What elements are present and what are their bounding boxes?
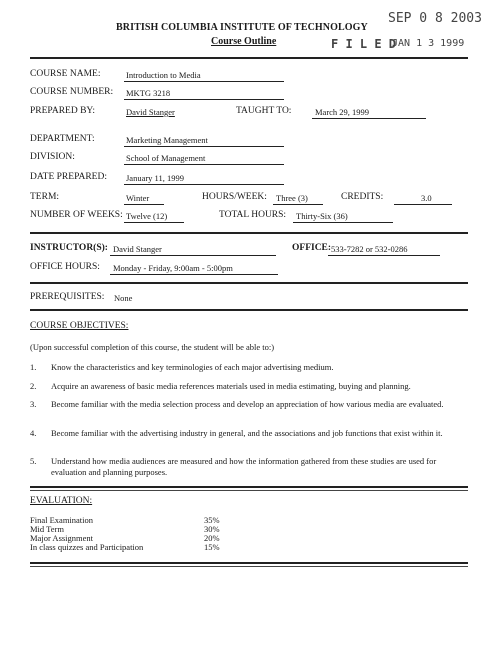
objective-number: 1. — [30, 362, 37, 372]
course-number-value: MKTG 3218 — [126, 88, 171, 98]
date-prepared-underline — [124, 184, 284, 185]
course-info-rule — [30, 232, 468, 234]
evaluation-item-label: Major Assignment — [30, 533, 94, 543]
evaluation-item-value: 30% — [204, 524, 220, 534]
credits-label: CREDITS: — [341, 192, 384, 202]
date-prepared-label: DATE PREPARED: — [30, 172, 107, 182]
date-prepared-value: January 11, 1999 — [126, 173, 184, 183]
division-underline — [124, 164, 284, 165]
prerequisites-label: PREREQUISITES: — [30, 292, 105, 302]
evaluation-item-value: 35% — [204, 515, 220, 525]
objectives-rule-thin — [30, 490, 468, 491]
prepared-by-value: David Stanger — [126, 107, 175, 117]
course-number-label: COURSE NUMBER: — [30, 87, 114, 97]
office-hours-label: OFFICE HOURS: — [30, 262, 100, 272]
department-label: DEPARTMENT: — [30, 134, 95, 144]
prepared-by-label: PREPARED BY: — [30, 106, 96, 116]
office-underline — [328, 255, 440, 256]
evaluation-rule — [30, 562, 468, 564]
taught-to-label: TAUGHT TO: — [236, 106, 292, 116]
objective-item — [30, 399, 472, 421]
office-label: OFFICE: — [292, 243, 332, 253]
weeks-value: Twelve (12) — [126, 211, 168, 221]
division-label: DIVISION: — [30, 152, 75, 162]
department-underline — [124, 146, 284, 147]
objective-number: 5. — [30, 456, 37, 466]
institution-title: BRITISH COLUMBIA INSTITUTE OF TECHNOLOGY — [116, 22, 368, 33]
prerequisites-value: None — [114, 293, 133, 303]
office-hours-value: Monday - Friday, 9:00am - 5:00pm — [113, 263, 233, 273]
office-phone: 533-7282 or 532-0286 — [331, 244, 408, 254]
course-name-label: COURSE NAME: — [30, 69, 101, 79]
objective-item — [30, 362, 472, 373]
office-hours-underline — [110, 274, 278, 275]
objective-text: Understand how media audiences are measured and how the information gathered from these studies are used for evaluation and planning purposes. — [51, 456, 437, 477]
document-subtitle: Course Outline — [211, 36, 277, 47]
course-name-value: Introduction to Media — [126, 70, 201, 80]
total-hours-value: Thirty-Six (36) — [296, 211, 348, 221]
course-number-underline — [124, 99, 284, 100]
instructor-name: David Stanger — [113, 244, 162, 254]
evaluation-item-label: In class quizzes and Participation — [30, 542, 144, 552]
evaluation-title: EVALUATION: — [30, 496, 93, 506]
objective-item — [30, 381, 472, 392]
instructor-label: INSTRUCTOR(S): — [30, 243, 108, 253]
objectives-rule — [30, 486, 468, 488]
course-name-underline — [124, 81, 284, 82]
evaluation-item-value: 15% — [204, 542, 220, 552]
department-value: Marketing Management — [126, 135, 208, 145]
evaluation-rule-thin — [30, 566, 468, 567]
taught-to-underline — [312, 118, 426, 119]
objective-item — [30, 456, 472, 478]
objective-number: 3. — [30, 399, 37, 409]
evaluation-item-label: Final Examination — [30, 515, 94, 525]
hours-week-value: Three (3) — [276, 193, 308, 203]
objectives-title: COURSE OBJECTIVES: — [30, 321, 129, 331]
received-date-stamp: SEP 0 8 2003 — [388, 11, 482, 26]
hours-week-label: HOURS/WEEK: — [202, 192, 267, 202]
weeks-label: NUMBER OF WEEKS: — [30, 210, 123, 220]
division-value: School of Management — [126, 153, 206, 163]
evaluation-item-label: Mid Term — [30, 524, 64, 534]
header-rule — [30, 57, 468, 59]
objective-number: 2. — [30, 381, 37, 391]
total-hours-underline — [293, 222, 393, 223]
term-underline — [124, 204, 164, 205]
objective-item — [30, 428, 472, 450]
objective-text: Know the characteristics and key terminologies of each major advertising medium. — [51, 362, 334, 372]
filed-date-stamp: JAN 1 3 1999 — [392, 38, 465, 49]
taught-to-value: March 29, 1999 — [315, 107, 370, 117]
objective-text: Acquire an awareness of basic media references materials used in media estimating, buying and planning. — [51, 381, 411, 391]
total-hours-label: TOTAL HOURS: — [219, 210, 287, 220]
instructor-underline — [110, 255, 276, 256]
term-label: TERM: — [30, 192, 60, 202]
credits-value: 3.0 — [421, 193, 432, 203]
term-value: Winter — [126, 193, 150, 203]
evaluation-item-value: 20% — [204, 533, 220, 543]
objective-text: Become familiar with the media selection process and develop an appreciation of how various media are evaluated. — [51, 399, 444, 409]
objective-text: Become familiar with the advertising industry in general, and the associations and job functions that exist within it. — [51, 428, 443, 438]
hours-week-underline — [273, 204, 323, 205]
objectives-intro: (Upon successful completion of this course, the student will be able to:) — [30, 342, 275, 352]
objective-number: 4. — [30, 428, 37, 438]
filed-stamp: F I L E D — [331, 37, 397, 51]
prerequisites-rule — [30, 309, 468, 311]
credits-underline — [394, 204, 452, 205]
instructor-rule — [30, 282, 468, 284]
weeks-underline — [124, 222, 184, 223]
